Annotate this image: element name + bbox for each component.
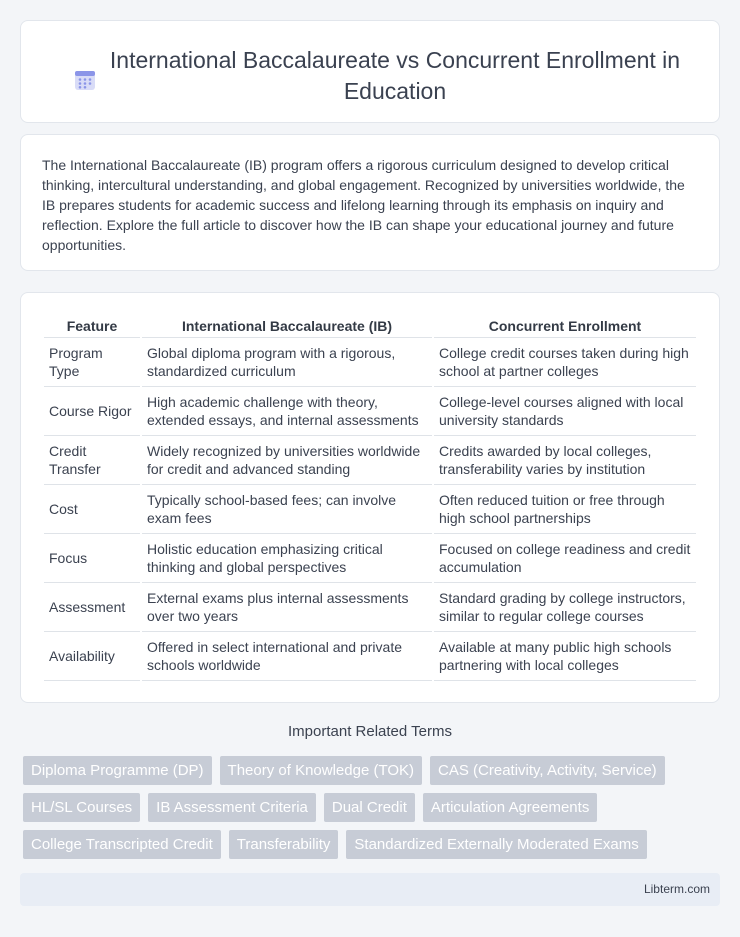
- tag-hl-sl-courses[interactable]: HL/SL Courses: [23, 793, 140, 822]
- column-header-concurrent: Concurrent Enrollment: [434, 314, 696, 338]
- concurrent-cell: Available at many public high schools partnering with local colleges: [434, 632, 696, 681]
- related-terms-heading: Important Related Terms: [288, 723, 452, 740]
- tag-dual-credit[interactable]: Dual Credit: [324, 793, 415, 822]
- tag-college-transcripted-credit[interactable]: College Transcripted Credit: [23, 830, 221, 859]
- table-row: [44, 338, 696, 387]
- concurrent-cell: Focused on college readiness and credit accumulation: [434, 534, 696, 583]
- tag-ib-assessment-criteria[interactable]: IB Assessment Criteria: [148, 793, 316, 822]
- table-header-row: [44, 314, 696, 338]
- ib-cell: Offered in select international and private schools worldwide: [142, 632, 432, 681]
- tag-articulation-agreements[interactable]: Articulation Agreements: [423, 793, 597, 822]
- page-title: International Baccalaureate vs Concurrent Enrollment in Education: [109, 47, 681, 104]
- feature-cell: Assessment: [44, 583, 140, 632]
- feature-cell: Course Rigor: [44, 387, 140, 436]
- concurrent-cell: College-level courses aligned with local university standards: [434, 387, 696, 436]
- comparison-card: [20, 292, 720, 703]
- comparison-table: [42, 314, 698, 681]
- concurrent-cell: Often reduced tuition or free through high school partnerships: [434, 485, 696, 534]
- ib-cell: Global diploma program with a rigorous, standardized curriculum: [142, 338, 432, 387]
- table-row: [44, 534, 696, 583]
- table-row: [44, 632, 696, 681]
- related-terms-list: [23, 756, 723, 867]
- tag-theory-of-knowledge[interactable]: Theory of Knowledge (TOK): [220, 756, 422, 785]
- feature-cell: Focus: [44, 534, 140, 583]
- intro-paragraph: The International Baccalaureate (IB) program offers a rigorous curriculum designed to develop critical thinking, intercultural understanding, and global engagement. Recognized by universities worldwide, the IB prepares students for academic success and lifelong learning through its emphasis on inquiry and reflection. Explore the full article to discover how the IB can shape your educational journey and future opportunities.: [42, 157, 685, 253]
- concurrent-cell: Credits awarded by local colleges, transferability varies by institution: [434, 436, 696, 485]
- footer-bar: [20, 873, 720, 906]
- ib-cell: Typically school-based fees; can involve exam fees: [142, 485, 432, 534]
- feature-cell: Cost: [44, 485, 140, 534]
- concurrent-cell: Standard grading by college instructors, similar to regular college courses: [434, 583, 696, 632]
- footer-brand-link[interactable]: Libterm.com: [643, 882, 710, 896]
- feature-cell: Credit Transfer: [44, 436, 140, 485]
- ib-cell: Holistic education emphasizing critical thinking and global perspectives: [142, 534, 432, 583]
- tag-row: [23, 756, 723, 785]
- feature-cell: Availability: [44, 632, 140, 681]
- tag-transferability[interactable]: Transferability: [229, 830, 339, 859]
- tag-row: [23, 830, 723, 859]
- table-row: [44, 485, 696, 534]
- ib-cell: External exams plus internal assessments over two years: [142, 583, 432, 632]
- ib-cell: High academic challenge with theory, extended essays, and internal assessments: [142, 387, 432, 436]
- table-row: [44, 583, 696, 632]
- tag-diploma-programme[interactable]: Diploma Programme (DP): [23, 756, 212, 785]
- column-header-ib: International Baccalaureate (IB): [142, 314, 432, 338]
- feature-cell: Program Type: [44, 338, 140, 387]
- tag-cas[interactable]: CAS (Creativity, Activity, Service): [430, 756, 665, 785]
- intro-card: [20, 134, 720, 271]
- title-card: [20, 20, 720, 123]
- tag-row: [23, 793, 723, 822]
- column-header-feature: Feature: [44, 314, 140, 338]
- tag-standardized-exams[interactable]: Standardized Externally Moderated Exams: [346, 830, 646, 859]
- table-row: [44, 436, 696, 485]
- ib-cell: Widely recognized by universities worldwide for credit and advanced standing: [142, 436, 432, 485]
- table-row: [44, 387, 696, 436]
- concurrent-cell: College credit courses taken during high school at partner colleges: [434, 338, 696, 387]
